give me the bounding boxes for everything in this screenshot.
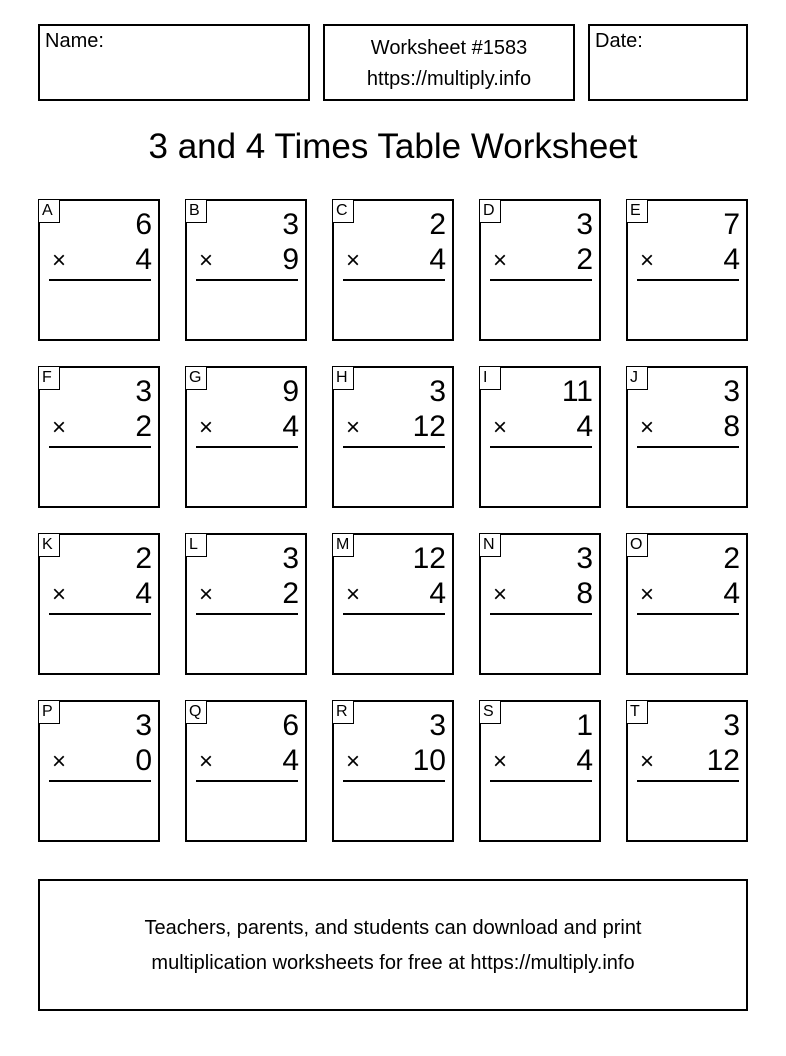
- date-label: Date:: [595, 30, 643, 52]
- answer-line: [343, 780, 445, 782]
- problem-multiplicand: 2: [429, 208, 446, 241]
- problem-card: [332, 533, 454, 675]
- times-sign: ×: [52, 748, 67, 775]
- problem-letter: H: [332, 366, 354, 390]
- problem-multiplicand: 2: [723, 542, 740, 575]
- problem-multiplier: 4: [135, 577, 152, 610]
- footer-text-line: multiplication worksheets for free at https://multiply.info: [151, 952, 635, 974]
- problem-letter: L: [185, 533, 207, 557]
- problem-multiplicand: 12: [412, 542, 446, 575]
- answer-line: [196, 446, 298, 448]
- answer-line: [490, 613, 592, 615]
- problem-multiplicand: 1: [576, 709, 593, 742]
- problem-letter: G: [185, 366, 207, 390]
- problem-multiplier: 8: [576, 577, 593, 610]
- problem-card: [332, 199, 454, 341]
- name-field-box: [38, 24, 310, 101]
- problem-multiplicand: 3: [576, 542, 593, 575]
- problem-multiplier: 9: [282, 243, 299, 276]
- answer-line: [196, 780, 298, 782]
- page-title: 3 and 4 Times Table Worksheet: [148, 127, 638, 166]
- worksheet-url: https://multiply.info: [366, 68, 532, 90]
- times-sign: ×: [52, 247, 67, 274]
- problem-card: [185, 533, 307, 675]
- date-field-box: [588, 24, 748, 101]
- problem-multiplicand: 3: [282, 208, 299, 241]
- times-sign: ×: [199, 414, 214, 441]
- problem-multiplicand: 9: [282, 375, 299, 408]
- problem-multiplier: 12: [412, 410, 446, 443]
- problem-card: [332, 700, 454, 842]
- footer-text-line: Teachers, parents, and students can download and print: [144, 917, 642, 939]
- problem-letter: R: [332, 700, 354, 724]
- problem-multiplicand: 3: [429, 709, 446, 742]
- problem-letter: D: [479, 199, 501, 223]
- problem-multiplier: 4: [282, 410, 299, 443]
- problem-multiplicand: 11: [561, 375, 593, 408]
- problem-letter: Q: [185, 700, 207, 724]
- problem-card: [479, 366, 601, 508]
- problem-multiplicand: 3: [135, 709, 152, 742]
- problem-letter: E: [626, 199, 648, 223]
- problem-letter: B: [185, 199, 207, 223]
- problem-letter: A: [38, 199, 60, 223]
- answer-line: [637, 446, 739, 448]
- answer-line: [490, 446, 592, 448]
- problem-multiplier: 4: [135, 243, 152, 276]
- problem-letter: S: [479, 700, 501, 724]
- answer-line: [637, 780, 739, 782]
- problem-card: [38, 366, 160, 508]
- answer-line: [490, 279, 592, 281]
- times-sign: ×: [199, 748, 214, 775]
- problem-multiplier: 4: [429, 577, 446, 610]
- worksheet-info-box: [323, 24, 575, 101]
- problem-multiplicand: 3: [723, 375, 740, 408]
- problem-multiplier: 0: [135, 744, 152, 777]
- times-sign: ×: [346, 748, 361, 775]
- times-sign: ×: [346, 247, 361, 274]
- problem-multiplicand: 2: [135, 542, 152, 575]
- times-sign: ×: [199, 247, 214, 274]
- problem-multiplier: 12: [706, 744, 740, 777]
- problem-card: [626, 533, 748, 675]
- problem-letter: F: [38, 366, 60, 390]
- problem-card: [479, 199, 601, 341]
- times-sign: ×: [640, 414, 655, 441]
- times-sign: ×: [52, 414, 67, 441]
- problem-card: [626, 366, 748, 508]
- answer-line: [49, 613, 151, 615]
- name-label: Name:: [45, 30, 104, 52]
- problem-card: [38, 700, 160, 842]
- problem-letter: M: [332, 533, 354, 557]
- answer-line: [49, 446, 151, 448]
- worksheet-number: Worksheet #1583: [370, 37, 528, 59]
- problem-multiplicand: 3: [282, 542, 299, 575]
- answer-line: [637, 613, 739, 615]
- problem-multiplier: 2: [282, 577, 299, 610]
- problem-multiplicand: 3: [429, 375, 446, 408]
- problem-card: [185, 700, 307, 842]
- answer-line: [343, 613, 445, 615]
- problem-multiplier: 4: [576, 410, 593, 443]
- times-sign: ×: [493, 247, 508, 274]
- times-sign: ×: [493, 748, 508, 775]
- problem-card: [479, 533, 601, 675]
- problem-multiplier: 4: [429, 243, 446, 276]
- problem-multiplicand: 7: [723, 208, 740, 241]
- problem-letter: P: [38, 700, 60, 724]
- problem-letter: T: [626, 700, 648, 724]
- answer-line: [196, 279, 298, 281]
- problem-multiplier: 4: [723, 243, 740, 276]
- problem-card: [332, 366, 454, 508]
- problem-multiplier: 10: [412, 744, 446, 777]
- problem-multiplier: 2: [135, 410, 152, 443]
- problem-card: [38, 199, 160, 341]
- problem-multiplier: 2: [576, 243, 593, 276]
- problem-multiplier: 8: [723, 410, 740, 443]
- times-sign: ×: [346, 414, 361, 441]
- problem-letter: C: [332, 199, 354, 223]
- times-sign: ×: [346, 581, 361, 608]
- problem-card: [626, 700, 748, 842]
- problem-multiplicand: 6: [282, 709, 299, 742]
- times-sign: ×: [52, 581, 67, 608]
- problem-card: [38, 533, 160, 675]
- problem-card: [479, 700, 601, 842]
- answer-line: [343, 279, 445, 281]
- answer-line: [637, 279, 739, 281]
- problem-multiplicand: 3: [135, 375, 152, 408]
- problem-multiplicand: 3: [723, 709, 740, 742]
- problem-letter: K: [38, 533, 60, 557]
- problem-multiplier: 4: [576, 744, 593, 777]
- problem-card: [185, 366, 307, 508]
- problem-card: [185, 199, 307, 341]
- problem-multiplier: 4: [723, 577, 740, 610]
- problem-card: [626, 199, 748, 341]
- answer-line: [343, 446, 445, 448]
- times-sign: ×: [640, 247, 655, 274]
- answer-line: [49, 279, 151, 281]
- times-sign: ×: [640, 748, 655, 775]
- answer-line: [196, 613, 298, 615]
- footer-note-box: [38, 879, 748, 1011]
- times-sign: ×: [199, 581, 214, 608]
- problem-letter: J: [626, 366, 648, 390]
- answer-line: [490, 780, 592, 782]
- problem-letter: O: [626, 533, 648, 557]
- problem-letter: N: [479, 533, 501, 557]
- problem-letter: I: [479, 366, 501, 390]
- times-sign: ×: [493, 414, 508, 441]
- times-sign: ×: [493, 581, 508, 608]
- answer-line: [49, 780, 151, 782]
- problem-multiplier: 4: [282, 744, 299, 777]
- times-sign: ×: [640, 581, 655, 608]
- problem-multiplicand: 3: [576, 208, 593, 241]
- problem-multiplicand: 6: [135, 208, 152, 241]
